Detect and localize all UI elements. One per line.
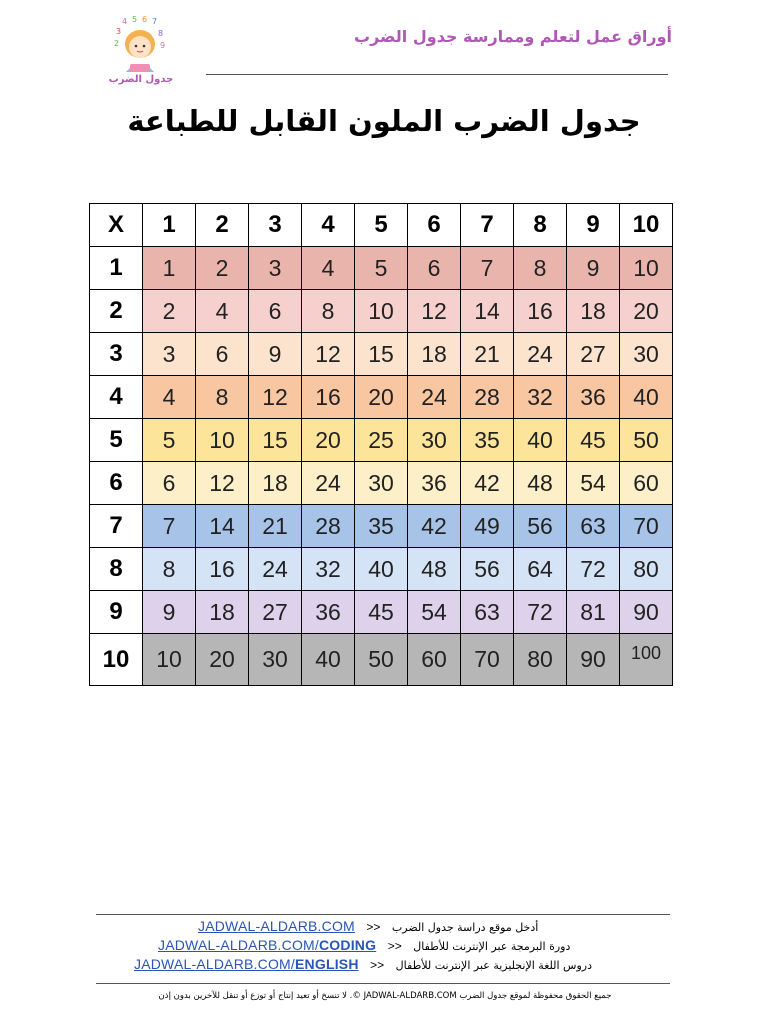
product-cell: 6 bbox=[196, 333, 249, 376]
product-cell: 30 bbox=[408, 419, 461, 462]
column-header: 5 bbox=[355, 204, 408, 247]
row-header: 4 bbox=[90, 376, 143, 419]
product-cell: 6 bbox=[143, 462, 196, 505]
product-cell: 54 bbox=[408, 591, 461, 634]
product-cell: 3 bbox=[143, 333, 196, 376]
column-header: 4 bbox=[302, 204, 355, 247]
svg-text:9: 9 bbox=[160, 41, 166, 50]
product-cell: 81 bbox=[567, 591, 620, 634]
column-header: 1 bbox=[143, 204, 196, 247]
product-cell: 32 bbox=[302, 548, 355, 591]
row-header: 7 bbox=[90, 505, 143, 548]
product-cell: 3 bbox=[249, 247, 302, 290]
product-cell: 40 bbox=[620, 376, 673, 419]
product-cell: 20 bbox=[620, 290, 673, 333]
product-cell: 10 bbox=[620, 247, 673, 290]
column-header: 8 bbox=[514, 204, 567, 247]
product-cell: 20 bbox=[196, 634, 249, 686]
product-cell: 70 bbox=[620, 505, 673, 548]
product-cell: 14 bbox=[461, 290, 514, 333]
footer-arrow: >> bbox=[366, 920, 381, 934]
table-row bbox=[90, 333, 673, 376]
product-cell: 10 bbox=[355, 290, 408, 333]
row-header: 1 bbox=[90, 247, 143, 290]
product-cell: 24 bbox=[408, 376, 461, 419]
svg-text:7: 7 bbox=[152, 17, 158, 26]
product-cell: 63 bbox=[567, 505, 620, 548]
product-cell: 36 bbox=[302, 591, 355, 634]
product-cell: 9 bbox=[249, 333, 302, 376]
product-cell: 18 bbox=[567, 290, 620, 333]
footer-divider bbox=[96, 983, 670, 984]
footer-divider bbox=[96, 914, 670, 915]
product-cell: 30 bbox=[620, 333, 673, 376]
product-cell: 35 bbox=[355, 505, 408, 548]
product-cell: 10 bbox=[143, 634, 196, 686]
page-title: جدول الضرب الملون القابل للطباعة bbox=[127, 104, 641, 138]
row-header: 9 bbox=[90, 591, 143, 634]
product-cell: 21 bbox=[249, 505, 302, 548]
column-header: 3 bbox=[249, 204, 302, 247]
product-cell: 90 bbox=[567, 634, 620, 686]
product-cell: 24 bbox=[249, 548, 302, 591]
product-cell: 15 bbox=[355, 333, 408, 376]
product-cell: 50 bbox=[620, 419, 673, 462]
product-cell: 32 bbox=[514, 376, 567, 419]
product-cell: 48 bbox=[408, 548, 461, 591]
product-cell: 50 bbox=[355, 634, 408, 686]
table-corner-cell: X bbox=[90, 204, 143, 247]
product-cell: 16 bbox=[302, 376, 355, 419]
product-cell: 56 bbox=[514, 505, 567, 548]
product-cell: 48 bbox=[514, 462, 567, 505]
product-cell: 2 bbox=[196, 247, 249, 290]
product-cell: 40 bbox=[355, 548, 408, 591]
product-cell: 28 bbox=[461, 376, 514, 419]
product-cell: 6 bbox=[408, 247, 461, 290]
product-cell: 100 bbox=[620, 634, 673, 686]
product-cell: 4 bbox=[143, 376, 196, 419]
footer-arrow: >> bbox=[387, 939, 402, 953]
product-cell: 8 bbox=[196, 376, 249, 419]
footer-link-desc: دروس اللغة الإنجليزية عبر الإنترنت للأطفال bbox=[395, 959, 592, 972]
product-cell: 60 bbox=[620, 462, 673, 505]
footer-link-row bbox=[134, 956, 592, 972]
product-cell: 8 bbox=[514, 247, 567, 290]
product-cell: 18 bbox=[196, 591, 249, 634]
product-cell: 30 bbox=[355, 462, 408, 505]
product-cell: 5 bbox=[143, 419, 196, 462]
product-cell: 12 bbox=[302, 333, 355, 376]
column-header: 2 bbox=[196, 204, 249, 247]
product-cell: 4 bbox=[196, 290, 249, 333]
product-cell: 45 bbox=[355, 591, 408, 634]
table-row bbox=[90, 505, 673, 548]
product-cell: 9 bbox=[143, 591, 196, 634]
row-header: 10 bbox=[90, 634, 143, 686]
product-cell: 12 bbox=[408, 290, 461, 333]
product-cell: 70 bbox=[461, 634, 514, 686]
footer-link-row bbox=[198, 918, 538, 934]
svg-text:3: 3 bbox=[116, 27, 122, 36]
english-link[interactable]: JADWAL-ALDARB.COM/ENGLISH bbox=[134, 956, 359, 972]
table-row bbox=[90, 376, 673, 419]
product-cell: 80 bbox=[514, 634, 567, 686]
product-cell: 54 bbox=[567, 462, 620, 505]
product-cell: 64 bbox=[514, 548, 567, 591]
product-cell: 4 bbox=[302, 247, 355, 290]
product-cell: 12 bbox=[196, 462, 249, 505]
product-cell: 35 bbox=[461, 419, 514, 462]
product-cell: 63 bbox=[461, 591, 514, 634]
product-cell: 72 bbox=[567, 548, 620, 591]
product-cell: 24 bbox=[302, 462, 355, 505]
header-divider bbox=[206, 74, 668, 75]
product-cell: 5 bbox=[355, 247, 408, 290]
product-cell: 24 bbox=[514, 333, 567, 376]
product-cell: 56 bbox=[461, 548, 514, 591]
product-cell: 21 bbox=[461, 333, 514, 376]
row-header: 5 bbox=[90, 419, 143, 462]
svg-text:8: 8 bbox=[158, 29, 164, 38]
footer-arrow: >> bbox=[370, 958, 385, 972]
product-cell: 42 bbox=[461, 462, 514, 505]
product-cell: 72 bbox=[514, 591, 567, 634]
svg-text:6: 6 bbox=[142, 15, 148, 24]
table-row bbox=[90, 548, 673, 591]
product-cell: 28 bbox=[302, 505, 355, 548]
column-header: 10 bbox=[620, 204, 673, 247]
product-cell: 16 bbox=[514, 290, 567, 333]
copyright-notice: جميع الحقوق محفوظة لموقع جدول الضرب JADWAL-ALDARB.COM ©. لا تنسخ أو تعيد إنتاج أو توزع أو تنقل للآخرين بدون إذن bbox=[158, 991, 612, 1001]
svg-text:5: 5 bbox=[132, 15, 138, 24]
product-cell: 10 bbox=[196, 419, 249, 462]
website-link[interactable]: JADWAL-ALDARB.COM bbox=[198, 918, 355, 934]
product-cell: 8 bbox=[302, 290, 355, 333]
product-cell: 25 bbox=[355, 419, 408, 462]
product-cell: 27 bbox=[249, 591, 302, 634]
product-cell: 7 bbox=[143, 505, 196, 548]
footer-link-desc: دورة البرمجة عبر الإنترنت للأطفال bbox=[413, 940, 571, 953]
logo-caption: جدول الضرب bbox=[108, 74, 174, 85]
product-cell: 12 bbox=[249, 376, 302, 419]
product-cell: 15 bbox=[249, 419, 302, 462]
coding-link[interactable]: JADWAL-ALDARB.COM/CODING bbox=[158, 937, 377, 953]
table-row bbox=[90, 290, 673, 333]
row-header: 8 bbox=[90, 548, 143, 591]
product-cell: 90 bbox=[620, 591, 673, 634]
product-cell: 1 bbox=[143, 247, 196, 290]
product-cell: 14 bbox=[196, 505, 249, 548]
product-cell: 36 bbox=[408, 462, 461, 505]
row-header: 2 bbox=[90, 290, 143, 333]
table-row bbox=[90, 247, 673, 290]
product-cell: 20 bbox=[302, 419, 355, 462]
table-row bbox=[90, 591, 673, 634]
column-header: 9 bbox=[567, 204, 620, 247]
header-tagline: أوراق عمل لتعلم وممارسة جدول الضرب bbox=[354, 27, 672, 46]
svg-text:4: 4 bbox=[122, 17, 128, 26]
product-cell: 2 bbox=[143, 290, 196, 333]
product-cell: 40 bbox=[302, 634, 355, 686]
product-cell: 27 bbox=[567, 333, 620, 376]
product-cell: 30 bbox=[249, 634, 302, 686]
multiplication-table bbox=[89, 203, 673, 686]
table-row bbox=[90, 634, 673, 686]
product-cell: 7 bbox=[461, 247, 514, 290]
product-cell: 6 bbox=[249, 290, 302, 333]
product-cell: 36 bbox=[567, 376, 620, 419]
footer-link-desc: أدخل موقع دراسة جدول الضرب bbox=[391, 921, 539, 934]
product-cell: 80 bbox=[620, 548, 673, 591]
product-cell: 42 bbox=[408, 505, 461, 548]
table-row bbox=[90, 462, 673, 505]
product-cell: 60 bbox=[408, 634, 461, 686]
product-cell: 20 bbox=[355, 376, 408, 419]
product-cell: 18 bbox=[408, 333, 461, 376]
product-cell: 8 bbox=[143, 548, 196, 591]
table-row bbox=[90, 419, 673, 462]
column-header: 6 bbox=[408, 204, 461, 247]
table-header-row bbox=[90, 204, 673, 247]
svg-text:2: 2 bbox=[114, 39, 120, 48]
product-cell: 9 bbox=[567, 247, 620, 290]
column-header: 7 bbox=[461, 204, 514, 247]
row-header: 6 bbox=[90, 462, 143, 505]
product-cell: 40 bbox=[514, 419, 567, 462]
product-cell: 16 bbox=[196, 548, 249, 591]
footer-link-row bbox=[158, 937, 570, 953]
product-cell: 45 bbox=[567, 419, 620, 462]
row-header: 3 bbox=[90, 333, 143, 376]
product-cell: 18 bbox=[249, 462, 302, 505]
product-cell: 49 bbox=[461, 505, 514, 548]
